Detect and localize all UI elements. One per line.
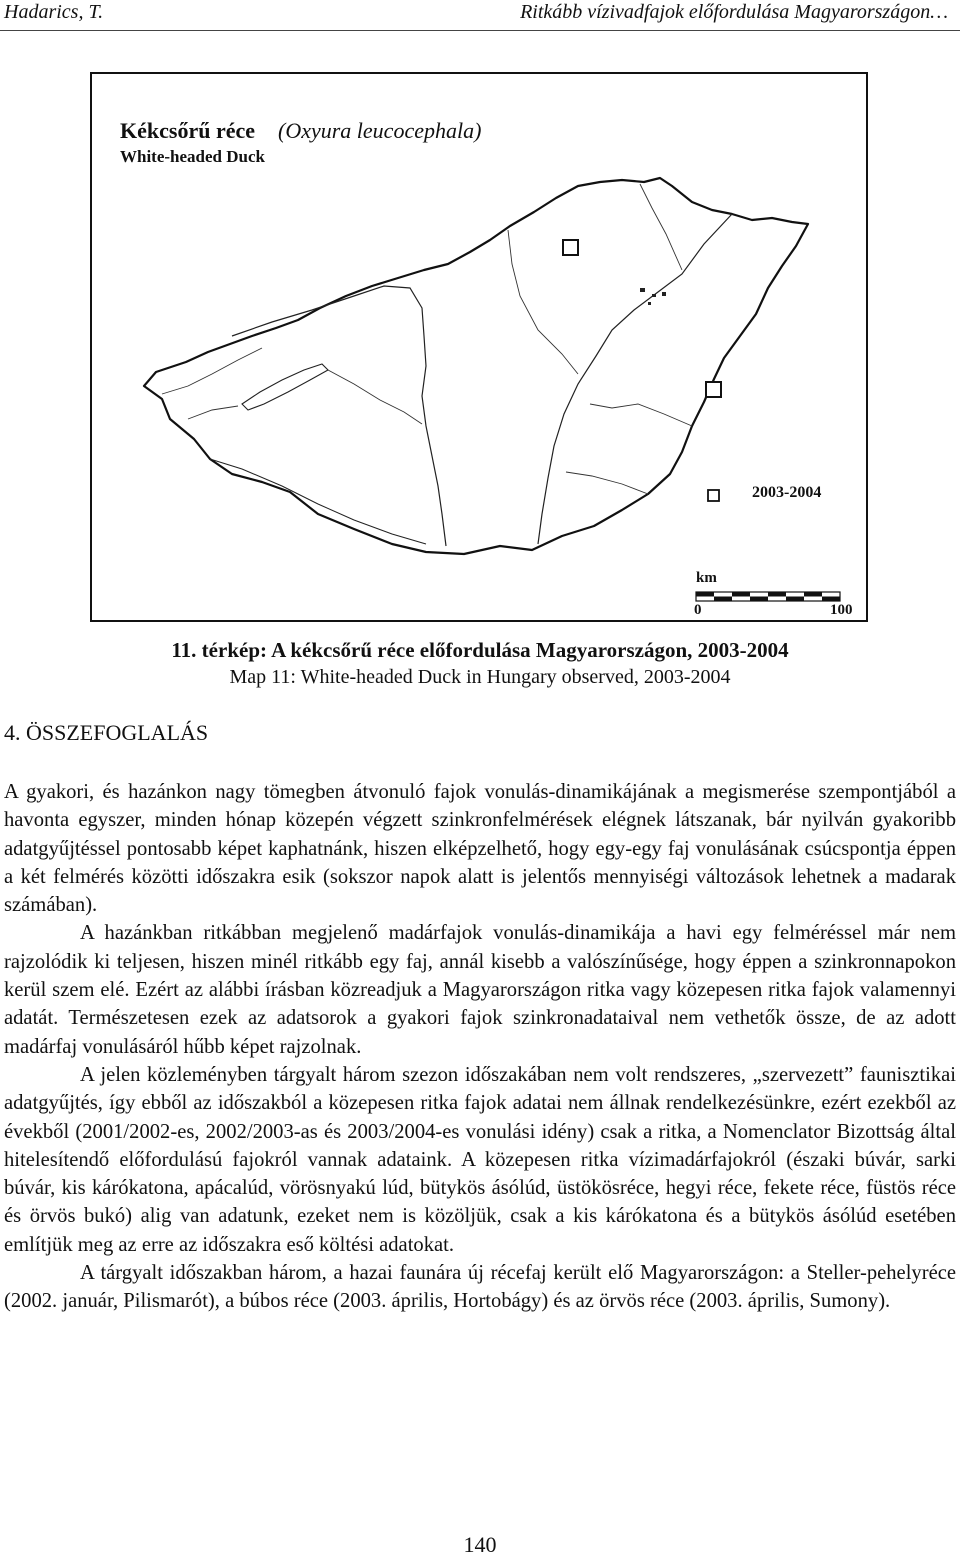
running-header <box>0 0 960 31</box>
distribution-map <box>90 72 868 622</box>
map-title-scientific: (Oxyura leucocephala) <box>278 118 482 143</box>
river-zala <box>188 406 238 419</box>
scale-end-label: 100 <box>830 602 853 618</box>
pond-2 <box>652 294 656 297</box>
pond-4 <box>648 302 651 305</box>
scale-unit: km <box>696 570 717 586</box>
body-text <box>4 778 956 1316</box>
observation-site-marker <box>706 382 721 397</box>
page-number: 140 <box>463 1532 497 1557</box>
legend-marker <box>708 490 719 501</box>
section-heading: 4. ÖSSZEFOGLALÁS <box>4 720 209 745</box>
river-sajo <box>640 184 682 270</box>
header-author: Hadarics, T. <box>4 1 104 23</box>
river-koros <box>590 404 692 426</box>
river-maros <box>566 472 648 494</box>
figure-caption-hungarian: 11. térkép: A kékcsőrű réce előfordulása Magyarországon, 2003-2004 <box>171 638 789 662</box>
paragraph: A jelen közleményben tárgyalt három szezon időszakában nem volt rendszeres, „szervezett” faunisztikai adatgyűjtés, így ebből az időszakból a közepesen ritka fajok adatai nem állnak rendelkezésünkre, ezért ezekből az évekből (2001/2002-es, 2002/2003-as és 2003/2004-es vonulási idény) csak a ritka, a Nomenclator Bizottság által hitelesítendő előfordulású fajokról vannak adataink. A közepesen ritka vízimadárfajokról (északi búvár, sarki búvár, kis kárókatona, apácalúd, vörösnyakú lúd, bütykös ásólúd, üstökösréce, hegyi réce, fekete réce, füstös réce és örvös bukó) alig van adatunk, ezeket nem is közöljük, csak a kis kárókatona és a bütykös ásólúd esetében említjük meg az erre az időszakra eső költési adatokat. <box>4 1063 956 1256</box>
map-title-hungarian: Kékcsőrű réce <box>120 118 255 143</box>
river-raba <box>162 348 262 394</box>
river-sio <box>328 370 422 424</box>
map-title-english: White-headed Duck <box>120 147 265 166</box>
pond-1 <box>640 288 645 292</box>
lake-balaton <box>242 364 328 410</box>
paragraph: A tárgyalt időszakban három, a hazai faunára új récefaj került elő Magyarországon: a Steller-pehelyréce (2002. január, Pilismarót), a búbos réce (2003. április, Hortobágy) és az örvös réce (2003. április, Sumony). <box>4 1262 956 1313</box>
observation-site-marker <box>563 240 578 255</box>
scale-start-label: 0 <box>694 602 702 618</box>
header-running-title: Ritkább vízivadfajok előfordulása Magyarországon… <box>520 1 948 23</box>
pond-3 <box>662 292 666 296</box>
scale-bar <box>696 592 840 601</box>
paragraph: A gyakori, és hazánkon nagy tömegben átvonuló fajok vonulás-dinamikájának a megismerése szempontjából a havonta egyszer, minden hónap közepén végzett szinkronfelmérések elégnek látszanak, bár nyilván gyakoribb adatgyűjtéssel pontosabb képet kaphatnánk, hiszen elképzelhető, hogy egy-egy faj vonulásának csúcspontja éppen a két felmérés közötti időszakra esik (sokszor napok alatt is jelentős mennyiségi változások lehetnek a madarak számában). <box>4 781 956 917</box>
river-tisza <box>538 214 732 544</box>
river-drava <box>210 459 426 544</box>
legend-label: 2003-2004 <box>752 484 822 501</box>
figure-caption-english: Map 11: White-headed Duck in Hungary observed, 2003-2004 <box>229 666 731 688</box>
river-danube <box>232 286 446 546</box>
paragraph: A hazánkban ritkábban megjelenő madárfajok vonulás-dinamikája a havi egy felméréssel már nem rajzolódik ki teljesen, hiszen minél ritkább egy faj, annál kisebb a valószínűsége, hogy éppen a szinkronnapokon kerül szem elé. Ezért az alábbi írásban közreadjuk a Magyarországon ritka vagy közepesen ritka fajok valamennyi adatát. Természetesen ezek az adatsorok a gyakori fajok szinkronadataival nem vethetők össze, de az adott madárfaj vonulásáról hűbb képet rajzolnak. <box>4 922 956 1058</box>
